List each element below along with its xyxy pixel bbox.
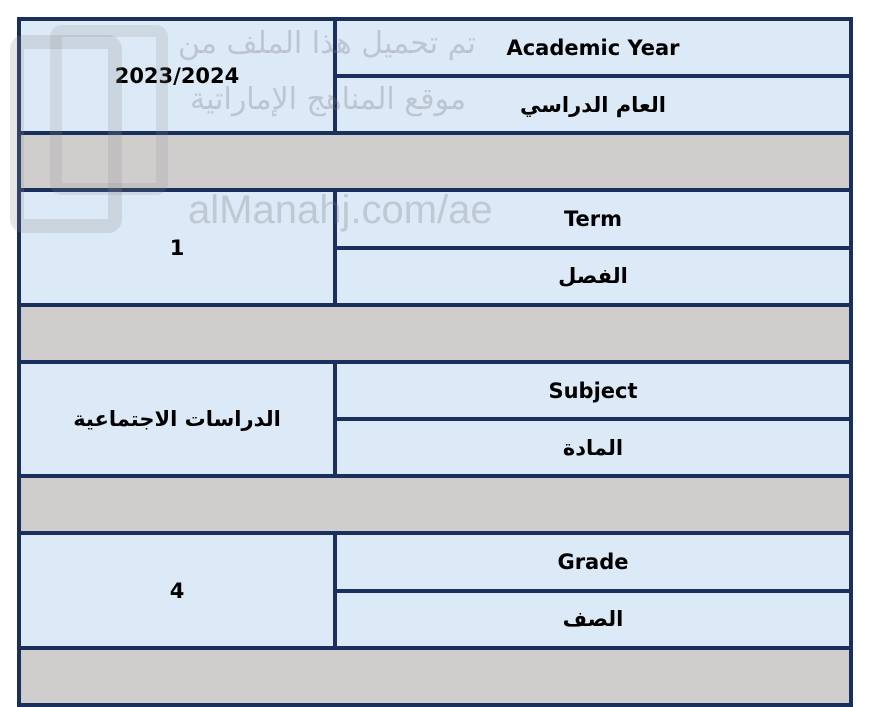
term-value: 1 bbox=[19, 190, 335, 304]
separator-row bbox=[19, 648, 851, 705]
subject-row bbox=[19, 362, 851, 419]
separator-row bbox=[19, 133, 851, 190]
grade-label-ar: الصف bbox=[335, 591, 851, 648]
term-label-ar: الفصل bbox=[335, 248, 851, 305]
subject-label-ar: المادة bbox=[335, 419, 851, 476]
watermark-line1: تم تحميل هذا الملف من bbox=[178, 26, 476, 61]
grade-label-en: Grade bbox=[335, 533, 851, 590]
grade-value: 4 bbox=[19, 533, 335, 647]
subject-label-en: Subject bbox=[335, 362, 851, 419]
academic-year-value: 2023/2024 bbox=[19, 19, 335, 133]
term-label-en: Term bbox=[335, 190, 851, 247]
academic-year-row bbox=[19, 19, 851, 76]
separator-row bbox=[19, 476, 851, 533]
subject-value: الدراسات الاجتماعية bbox=[19, 362, 335, 476]
watermark-site: alManahj.com/ae bbox=[188, 188, 493, 232]
academic-year-label-en: Academic Year bbox=[335, 19, 851, 76]
term-row bbox=[19, 190, 851, 247]
grade-row bbox=[19, 533, 851, 590]
info-table bbox=[17, 17, 853, 707]
watermark-line2: موقع المناهج الإماراتية bbox=[190, 82, 467, 117]
separator-row bbox=[19, 305, 851, 362]
academic-year-label-ar: العام الدراسي bbox=[335, 76, 851, 133]
